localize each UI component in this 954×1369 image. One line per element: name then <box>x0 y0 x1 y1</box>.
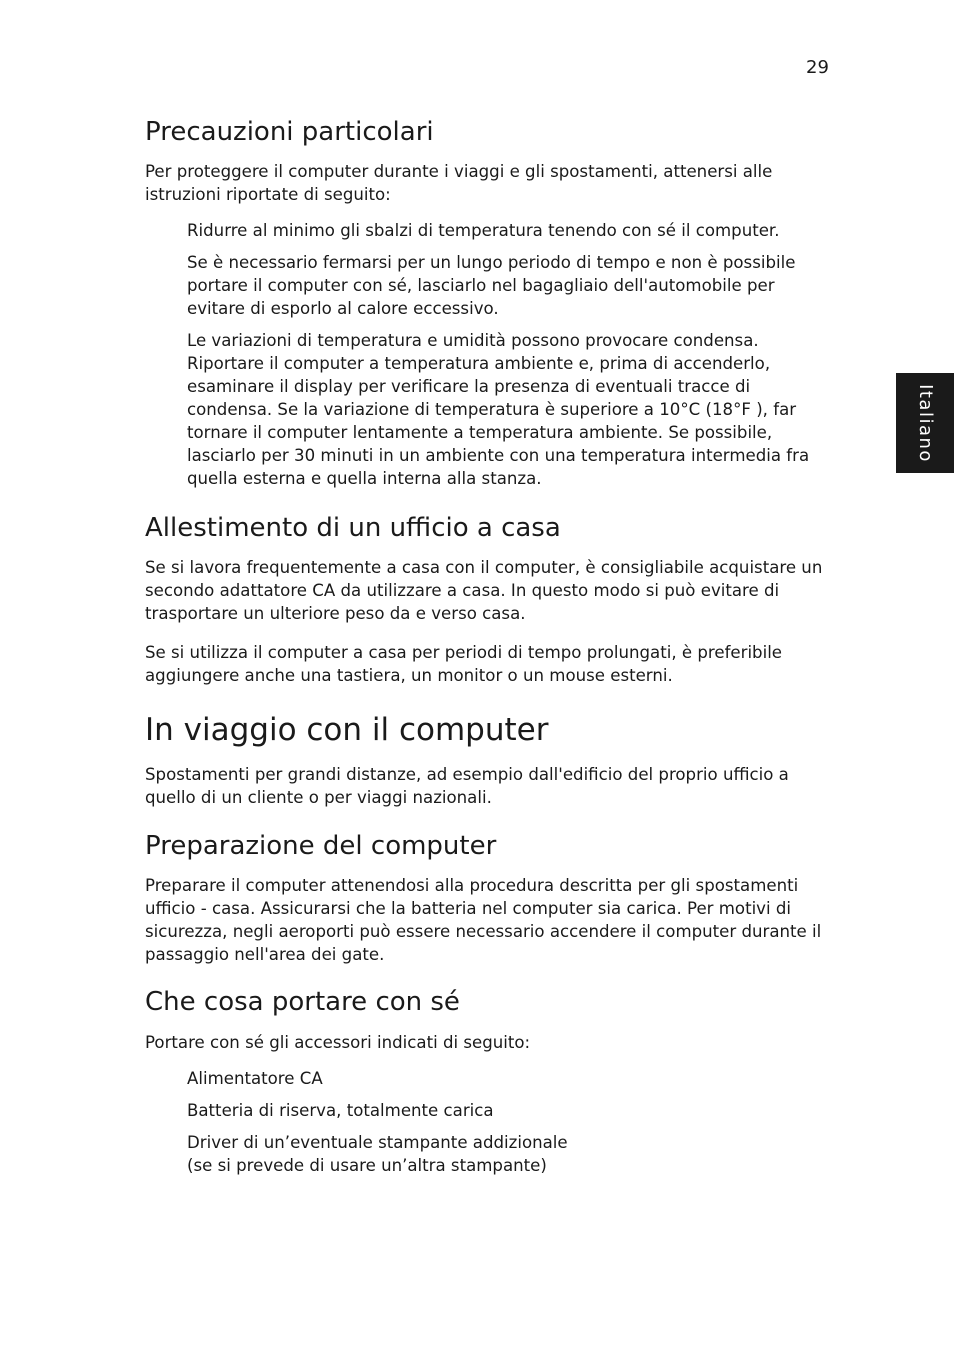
section-heading-precauzioni: Precauzioni particolari <box>145 117 434 147</box>
language-tab-label: Italiano <box>914 383 936 463</box>
precauzioni-item: Le variazioni di temperatura e umidità possono provocare condensa. Riportare il computer a temperatura ambiente e, prima di accenderlo, esaminare il display per verificare la presenza di eventuali tracce di condensa. Se la variazione di temperatura è superiore a 10°C (18°F ), far tornare il computer lentamente a temperatura ambiente. Se possibile, lasciarlo per 30 minuti in un ambiente con una temperatura intermedia fra quella esterna e quella interna alla stanza. <box>187 331 810 488</box>
allestimento-paragraph: Se si utilizza il computer a casa per periodi di tempo prolungati, è preferibile aggiungere anche una tastiera, un monitor o un mouse esterni. <box>145 643 783 685</box>
preparazione-text: Preparare il computer attenendosi alla procedura descritta per gli spostamenti ufficio - casa. Assicurarsi che la batteria nel computer sia carica. Per motivi di sicurezza, negli aeroporti può essere necessario accendere il computer durante il passaggio nell'area dei gate. <box>145 876 822 964</box>
portare-item: Alimentatore CA <box>187 1069 323 1088</box>
portare-item-line: Driver di un’eventuale stampante addizionale <box>187 1133 568 1152</box>
portare-item: Batteria di riserva, totalmente carica <box>187 1101 494 1120</box>
viaggio-intro: Spostamenti per grandi distanze, ad esempio dall'edificio del proprio ufficio a quello di un cliente o per viaggi nazionali. <box>145 765 789 807</box>
chapter-title: In viaggio con il computer <box>145 712 549 748</box>
precauzioni-item: Se è necessario fermarsi per un lungo periodo di tempo e non è possibile portare il computer con sé, lasciarlo nel bagagliaio dell'automobile per evitare di esporlo al calore eccessivo. <box>187 253 796 318</box>
portare-item-line: (se si prevede di usare un’altra stampante) <box>187 1156 547 1175</box>
allestimento-paragraph: Se si lavora frequentemente a casa con il computer, è consigliabile acquistare un secondo adattatore CA da utilizzare a casa. In questo modo si può evitare di trasportare un ulteriore peso da e verso casa. <box>145 558 823 623</box>
portare-intro: Portare con sé gli accessori indicati di seguito: <box>145 1033 531 1052</box>
language-tab <box>896 373 954 473</box>
section-heading-portare: Che cosa portare con sé <box>145 987 460 1017</box>
portare-item <box>187 1131 837 1177</box>
precauzioni-intro: Per proteggere il computer durante i viaggi e gli spostamenti, attenersi alle istruzioni riportate di seguito: <box>145 162 773 204</box>
section-heading-allestimento: Allestimento di un ufficio a casa <box>145 513 561 543</box>
precauzioni-item: Ridurre al minimo gli sbalzi di temperatura tenendo con sé il computer. <box>187 221 780 240</box>
section-heading-preparazione: Preparazione del computer <box>145 831 497 861</box>
page-number: 29 <box>806 57 829 78</box>
